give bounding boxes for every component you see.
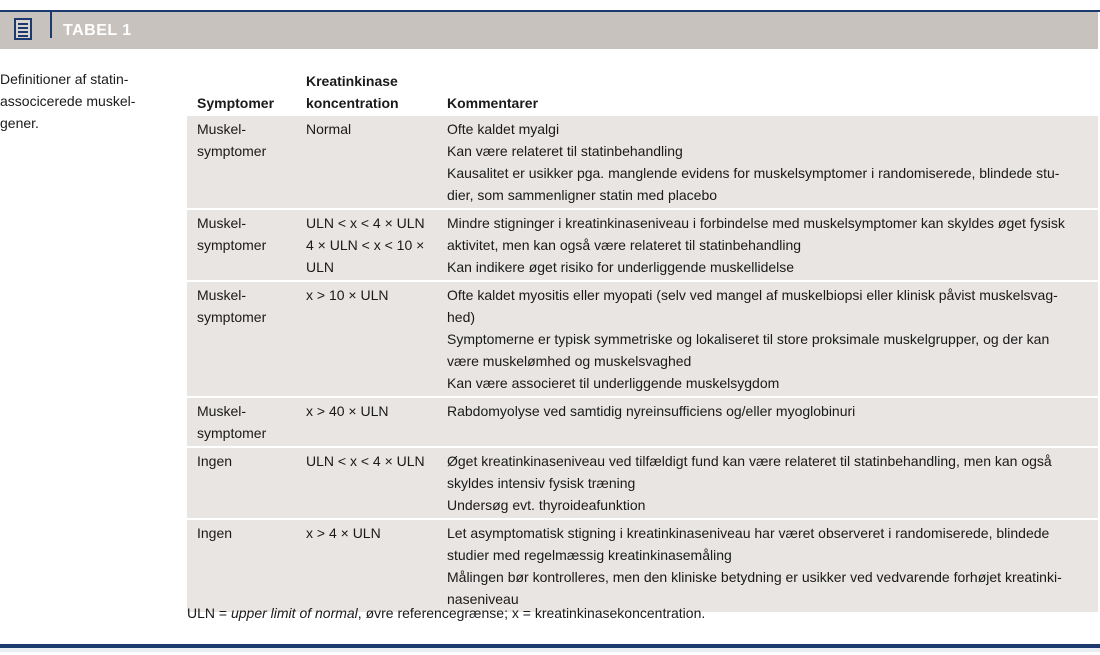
comment-cell-line: Rabdomyolyse ved samtidig nyreinsufficiens og/eller myoglobinuri xyxy=(447,403,856,419)
comment-cell-line: studier med regelmæssig kreatinkinasemåling xyxy=(447,547,732,563)
symptom-cell-line: Muskel- xyxy=(197,287,247,303)
concentration-cell-line: x > 4 × ULN xyxy=(306,525,381,541)
comment-cell xyxy=(447,450,1098,516)
caption-line: Definitioner af statin- xyxy=(0,71,129,87)
table-header-row xyxy=(187,70,1098,116)
table-row xyxy=(187,116,1098,208)
concentration-cell-line: ULN < x < 4 × ULN xyxy=(306,453,425,469)
comment-cell-line: hed) xyxy=(447,309,476,325)
comment-cell xyxy=(447,284,1098,394)
symptom-cell xyxy=(187,212,305,278)
column-header-line: koncentration xyxy=(306,95,399,111)
table-row xyxy=(187,280,1098,396)
concentration-cell xyxy=(305,212,447,278)
table-row xyxy=(187,518,1098,612)
concentration-cell xyxy=(305,118,447,206)
comment-cell-line: Mindre stigninger i kreatinkinaseniveau i forbindelse med muskelsymptomer kan skyldes øget fysisk xyxy=(447,215,1065,231)
symptom-cell-line: symptomer xyxy=(197,309,267,325)
column-header-kommentarer: Kommentarer xyxy=(447,95,539,111)
comment-cell-line: være muskelømhed og muskelsvaghed xyxy=(447,353,692,369)
bottom-rule-light xyxy=(0,648,1100,652)
symptom-cell-line: symptomer xyxy=(197,143,267,159)
table-row xyxy=(187,208,1098,280)
concentration-cell-line: x > 10 × ULN xyxy=(306,287,389,303)
concentration-cell-line: x > 40 × ULN xyxy=(306,403,389,419)
concentration-cell xyxy=(305,400,447,444)
comment-cell-line: Let asymptomatisk stigning i kreatinkinaseniveau har været observeret i randomiserede, blindede xyxy=(447,525,1050,541)
concentration-cell xyxy=(305,522,447,610)
column-header-line: Kreatinkinase xyxy=(306,73,398,89)
comment-cell-line: Undersøg evt. thyroideafunktion xyxy=(447,497,646,513)
symptom-cell-line: Muskel- xyxy=(197,403,247,419)
table-title: TABEL 1 xyxy=(63,22,132,39)
footnote-italic: upper limit of normal xyxy=(230,605,358,621)
symptom-cell-line: Muskel- xyxy=(197,215,247,231)
concentration-cell-line: 4 × ULN < x < 10 × xyxy=(306,237,425,253)
comment-cell xyxy=(447,212,1098,278)
comment-cell-line: Kan være associeret til underliggende muskelsygdom xyxy=(447,375,780,391)
table-caption xyxy=(0,68,150,134)
concentration-cell xyxy=(305,450,447,516)
footnote-suffix: , øvre referencegrænse; x = kreatinkinasekoncentration. xyxy=(357,605,706,621)
concentration-cell-line: ULN < x < 4 × ULN xyxy=(306,215,425,231)
concentration-cell-line: ULN xyxy=(306,259,335,275)
concentration-cell-line: Normal xyxy=(306,121,352,137)
symptom-cell xyxy=(187,400,305,444)
comment-cell-line: aktivitet, men kan også være relateret til statinbehandling xyxy=(447,237,802,253)
symptom-cell-line: symptomer xyxy=(197,425,267,441)
symptom-cell xyxy=(187,522,305,610)
comment-cell-line: Kan være relateret til statinbehandling xyxy=(447,143,683,159)
comment-cell-line: Kausalitet er usikker pga. manglende evidens for muskelsymptomer i randomiserede, blindede stu- xyxy=(447,165,1060,181)
table-title-bar xyxy=(0,12,1098,49)
caption-line: gener. xyxy=(0,115,39,131)
symptom-cell xyxy=(187,118,305,206)
concentration-cell xyxy=(305,284,447,394)
table-row xyxy=(187,396,1098,446)
table-row xyxy=(187,446,1098,518)
column-header-koncentration xyxy=(305,70,447,116)
data-table xyxy=(187,70,1098,612)
symptom-cell xyxy=(187,284,305,394)
comment-cell-line: dier, som sammenligner statin med placebo xyxy=(447,187,718,203)
comment-cell-line: skyldes intensiv fysisk træning xyxy=(447,475,636,491)
comment-cell xyxy=(447,522,1098,610)
symptom-cell-line: Muskel- xyxy=(197,121,247,137)
comment-cell-line: Øget kreatinkinaseniveau ved tilfældigt fund kan være relateret til statinbehandling, men kan også xyxy=(447,453,1052,469)
column-header-symptomer: Symptomer xyxy=(197,95,275,111)
comment-cell-line: Målingen bør kontrolleres, men den kliniske betydning er usikker ved vedvarende forhøjet kreatinki- xyxy=(447,569,1062,585)
comment-cell-line: Ofte kaldet myositis eller myopati (selv ved mangel af muskelbiopsi eller klinisk påvist muskelsvag- xyxy=(447,287,1058,303)
comment-cell xyxy=(447,400,1098,444)
table-icon xyxy=(14,18,32,40)
symptom-cell-line: Ingen xyxy=(197,453,233,469)
comment-cell xyxy=(447,118,1098,206)
symptom-cell-line: symptomer xyxy=(197,237,267,253)
symptom-cell-line: Ingen xyxy=(197,525,233,541)
table-body xyxy=(187,116,1098,612)
comment-cell-line: naseniveau xyxy=(447,591,519,607)
comment-cell-line: Ofte kaldet myalgi xyxy=(447,121,560,137)
symptom-cell xyxy=(187,450,305,516)
caption-line: associcerede muskel- xyxy=(0,93,136,109)
footnote-prefix: ULN = xyxy=(187,605,231,621)
title-divider xyxy=(50,12,52,38)
comment-cell-line: Symptomerne er typisk symmetriske og lokaliseret til store proksimale muskelgrupper, og der kan xyxy=(447,331,1050,347)
table-footnote xyxy=(187,602,705,624)
comment-cell-line: Kan indikere øget risiko for underliggende muskellidelse xyxy=(447,259,795,275)
